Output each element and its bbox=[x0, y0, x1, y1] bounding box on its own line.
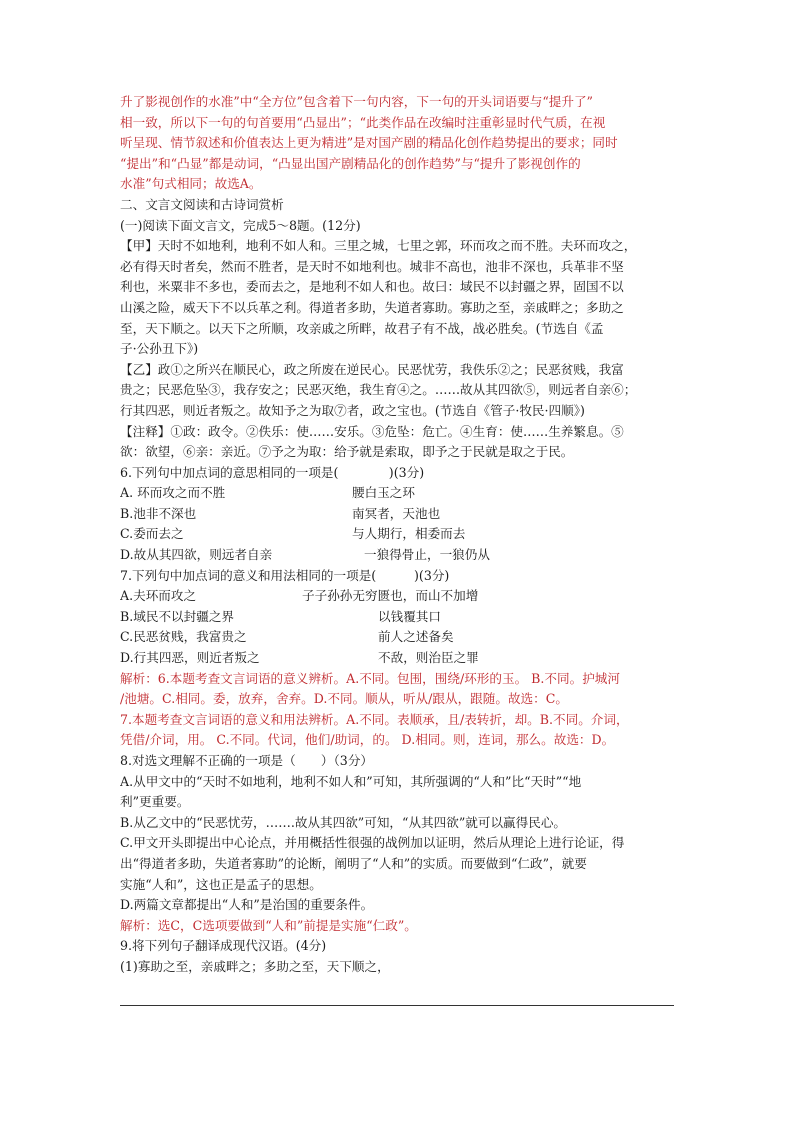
option-left: B.域民不以封疆之界 bbox=[120, 608, 235, 624]
option-right: 以钱覆其口 bbox=[378, 608, 441, 624]
option-left: A. 环而攻之而不胜 bbox=[120, 485, 226, 501]
analysis-line: 凭借/介词，用。 C.不同。代词，他们/助词，的。 D.相同。则，连词，那么。故选：D。 bbox=[120, 732, 615, 748]
option-left: C.委而去之 bbox=[120, 526, 184, 542]
option-left: B.池非不深也 bbox=[120, 505, 197, 521]
text-line: (一)阅读下面文言文，完成5～8题。(12分) bbox=[120, 217, 361, 233]
option-right: 前人之述备矣 bbox=[378, 629, 454, 645]
option-left: D.行其四恶，则近者叛之 bbox=[120, 650, 260, 666]
analysis-line: 听呈现、情节叙述和价值表达上更为精进”是对国产剧的精品化创作趋势提出的要求；同时 bbox=[120, 135, 618, 151]
option-right: 一狼得骨止，一狼仍从 bbox=[364, 547, 490, 563]
document-page bbox=[120, 92, 680, 978]
text-line: 9.将下列句子翻译成现代汉语。(4分) bbox=[120, 938, 327, 954]
text-line: 必有得天时者矣，然而不胜者，是天时不如地利也。城非不高也，池非不深也，兵革非不坚 bbox=[120, 258, 624, 274]
text-line: 至，天下顺之。以天下之所顺，攻亲戚之所畔，故君子有不战，战必胜矣。(节选自《孟 bbox=[120, 320, 604, 336]
analysis-line: “提出”和“凸显”都是动词，“凸显出国产剧精品化的创作趋势”与“提升了影视创作的 bbox=[120, 155, 581, 171]
option-row bbox=[120, 607, 680, 628]
text-line: 利也，米粟非不多也，委而去之，是地利不如人和也。故曰：域民不以封疆之界，固国不以 bbox=[120, 279, 624, 295]
analysis-line: 解析：选C，C选项要做到“人和”前提是实施“仁政”。 bbox=[120, 917, 417, 933]
text-line: 【甲】天时不如地利，地利不如人和。三里之城，七里之郭，环而攻之而不胜。夫环而攻之， bbox=[120, 238, 637, 254]
text-line: (1)寡助之至，亲戚畔之；多助之至，天下顺之， bbox=[120, 958, 390, 974]
option-row bbox=[120, 524, 680, 545]
option-right: 子子孙孙无穷匮也，而山不加增 bbox=[302, 588, 479, 604]
option-row bbox=[120, 627, 680, 648]
text-line: 子·公孙丑下》) bbox=[120, 341, 199, 357]
analysis-line: 水准”句式相同；故选A。 bbox=[120, 176, 262, 192]
analysis-line: /池塘。C.相同。委，放弃，舍弃。D.不同。顺从，听从/跟从，跟随。故选：C。 bbox=[120, 691, 568, 707]
option-right: 与人期行，相委而去 bbox=[352, 526, 466, 542]
text-line: 欲：欲望，⑥亲：亲近。⑦予之为取：给予就是索取，即予之于民就是取之于民。 bbox=[120, 444, 574, 460]
option-left: A.夫环而攻之 bbox=[120, 588, 197, 604]
text-line: 贵之；民恶危坠③，我存安之；民恶灭绝，我生育④之。……故从其四欲⑤，则远者自亲⑥； bbox=[120, 382, 637, 398]
analysis-line: 解析：6.本题考查文言词语的意义辨析。A.不同。包围，围绕/环形的玉。 B.不同。护城河 bbox=[120, 670, 620, 686]
analysis-line: 相一致，所以下一句的句首要用“凸显出”；“此类作品在改编时注重彰显时代气质，在视 bbox=[120, 114, 606, 130]
option-right: 腰白玉之环 bbox=[352, 485, 415, 501]
text-line: 6.下列句中加点词的意思相同的一项是( )(3分) bbox=[120, 464, 425, 480]
text-line: 利”更重要。 bbox=[120, 794, 190, 810]
text-line: 7.下列句中加点词的意义和用法相同的一项是( )(3分) bbox=[120, 567, 450, 583]
analysis-line: 7.本题考查文言词语的意义和用法辨析。A.不同。表顺承，且/表转折，却。B.不同。介词， bbox=[120, 711, 629, 727]
text-line: C.甲文开头即提出中心论点，并用概括性很强的战例加以证明，然后从理论上进行论证，得 bbox=[120, 835, 625, 851]
text-line: 行其四恶，则近者叛之。故知予之为取⑦者，政之宝也。(节选自《管子·牧民·四顺》) bbox=[120, 402, 585, 418]
text-line: D.两篇文章都提出“人和”是治国的重要条件。 bbox=[120, 897, 374, 913]
option-row bbox=[120, 586, 680, 607]
text-line: 【乙】政①之所兴在顺民心，政之所废在逆民心。民恶忧劳，我佚乐②之；民恶贫贱，我富 bbox=[120, 361, 624, 377]
option-row bbox=[120, 648, 680, 669]
text-line: 出“得道者多助，失道者寡助”的论断，阐明了“人和”的实质。而要做到“仁政”，就要 bbox=[120, 855, 587, 871]
text-line: 山溪之险，威天下不以兵革之利。得道者多助，失道者寡助。寡助之至，亲戚畔之；多助之 bbox=[120, 299, 624, 315]
text-line: 【注释】①政：政令。②佚乐：使……安乐。③危坠：危亡。④生育：使……生养繁息。⑤ bbox=[120, 423, 624, 439]
text-line: 8.对选文理解不正确的一项是（ ）（3分） bbox=[120, 753, 374, 768]
text-line: A.从甲文中的“天时不如地利，地利不如人和”可知，其所强调的“人和”比“天时”“地 bbox=[120, 773, 582, 789]
text-line: B.从乙文中的“民恶忧劳，…….故从其四欲”可知，“从其四欲”就可以赢得民心。 bbox=[120, 814, 567, 830]
text-line: 实施“人和”，这也正是孟子的思想。 bbox=[120, 876, 322, 892]
option-left: D.故从其四欲，则远者自亲 bbox=[120, 547, 273, 563]
option-row bbox=[120, 504, 680, 525]
analysis-line: 升了影视创作的水准”中“全方位”包含着下一句内容，下一句的开头词语要与“提升了” bbox=[120, 94, 593, 109]
option-right: 南冥者，天池也 bbox=[352, 505, 441, 521]
text-line: 二、文言文阅读和古诗词赏析 bbox=[120, 196, 284, 212]
option-left: C.民恶贫贱，我富贵之 bbox=[120, 629, 247, 645]
option-row bbox=[120, 545, 680, 566]
option-right: 不敌，则治臣之罪 bbox=[378, 650, 479, 666]
option-row bbox=[120, 483, 680, 504]
answer-line bbox=[120, 1005, 674, 1006]
